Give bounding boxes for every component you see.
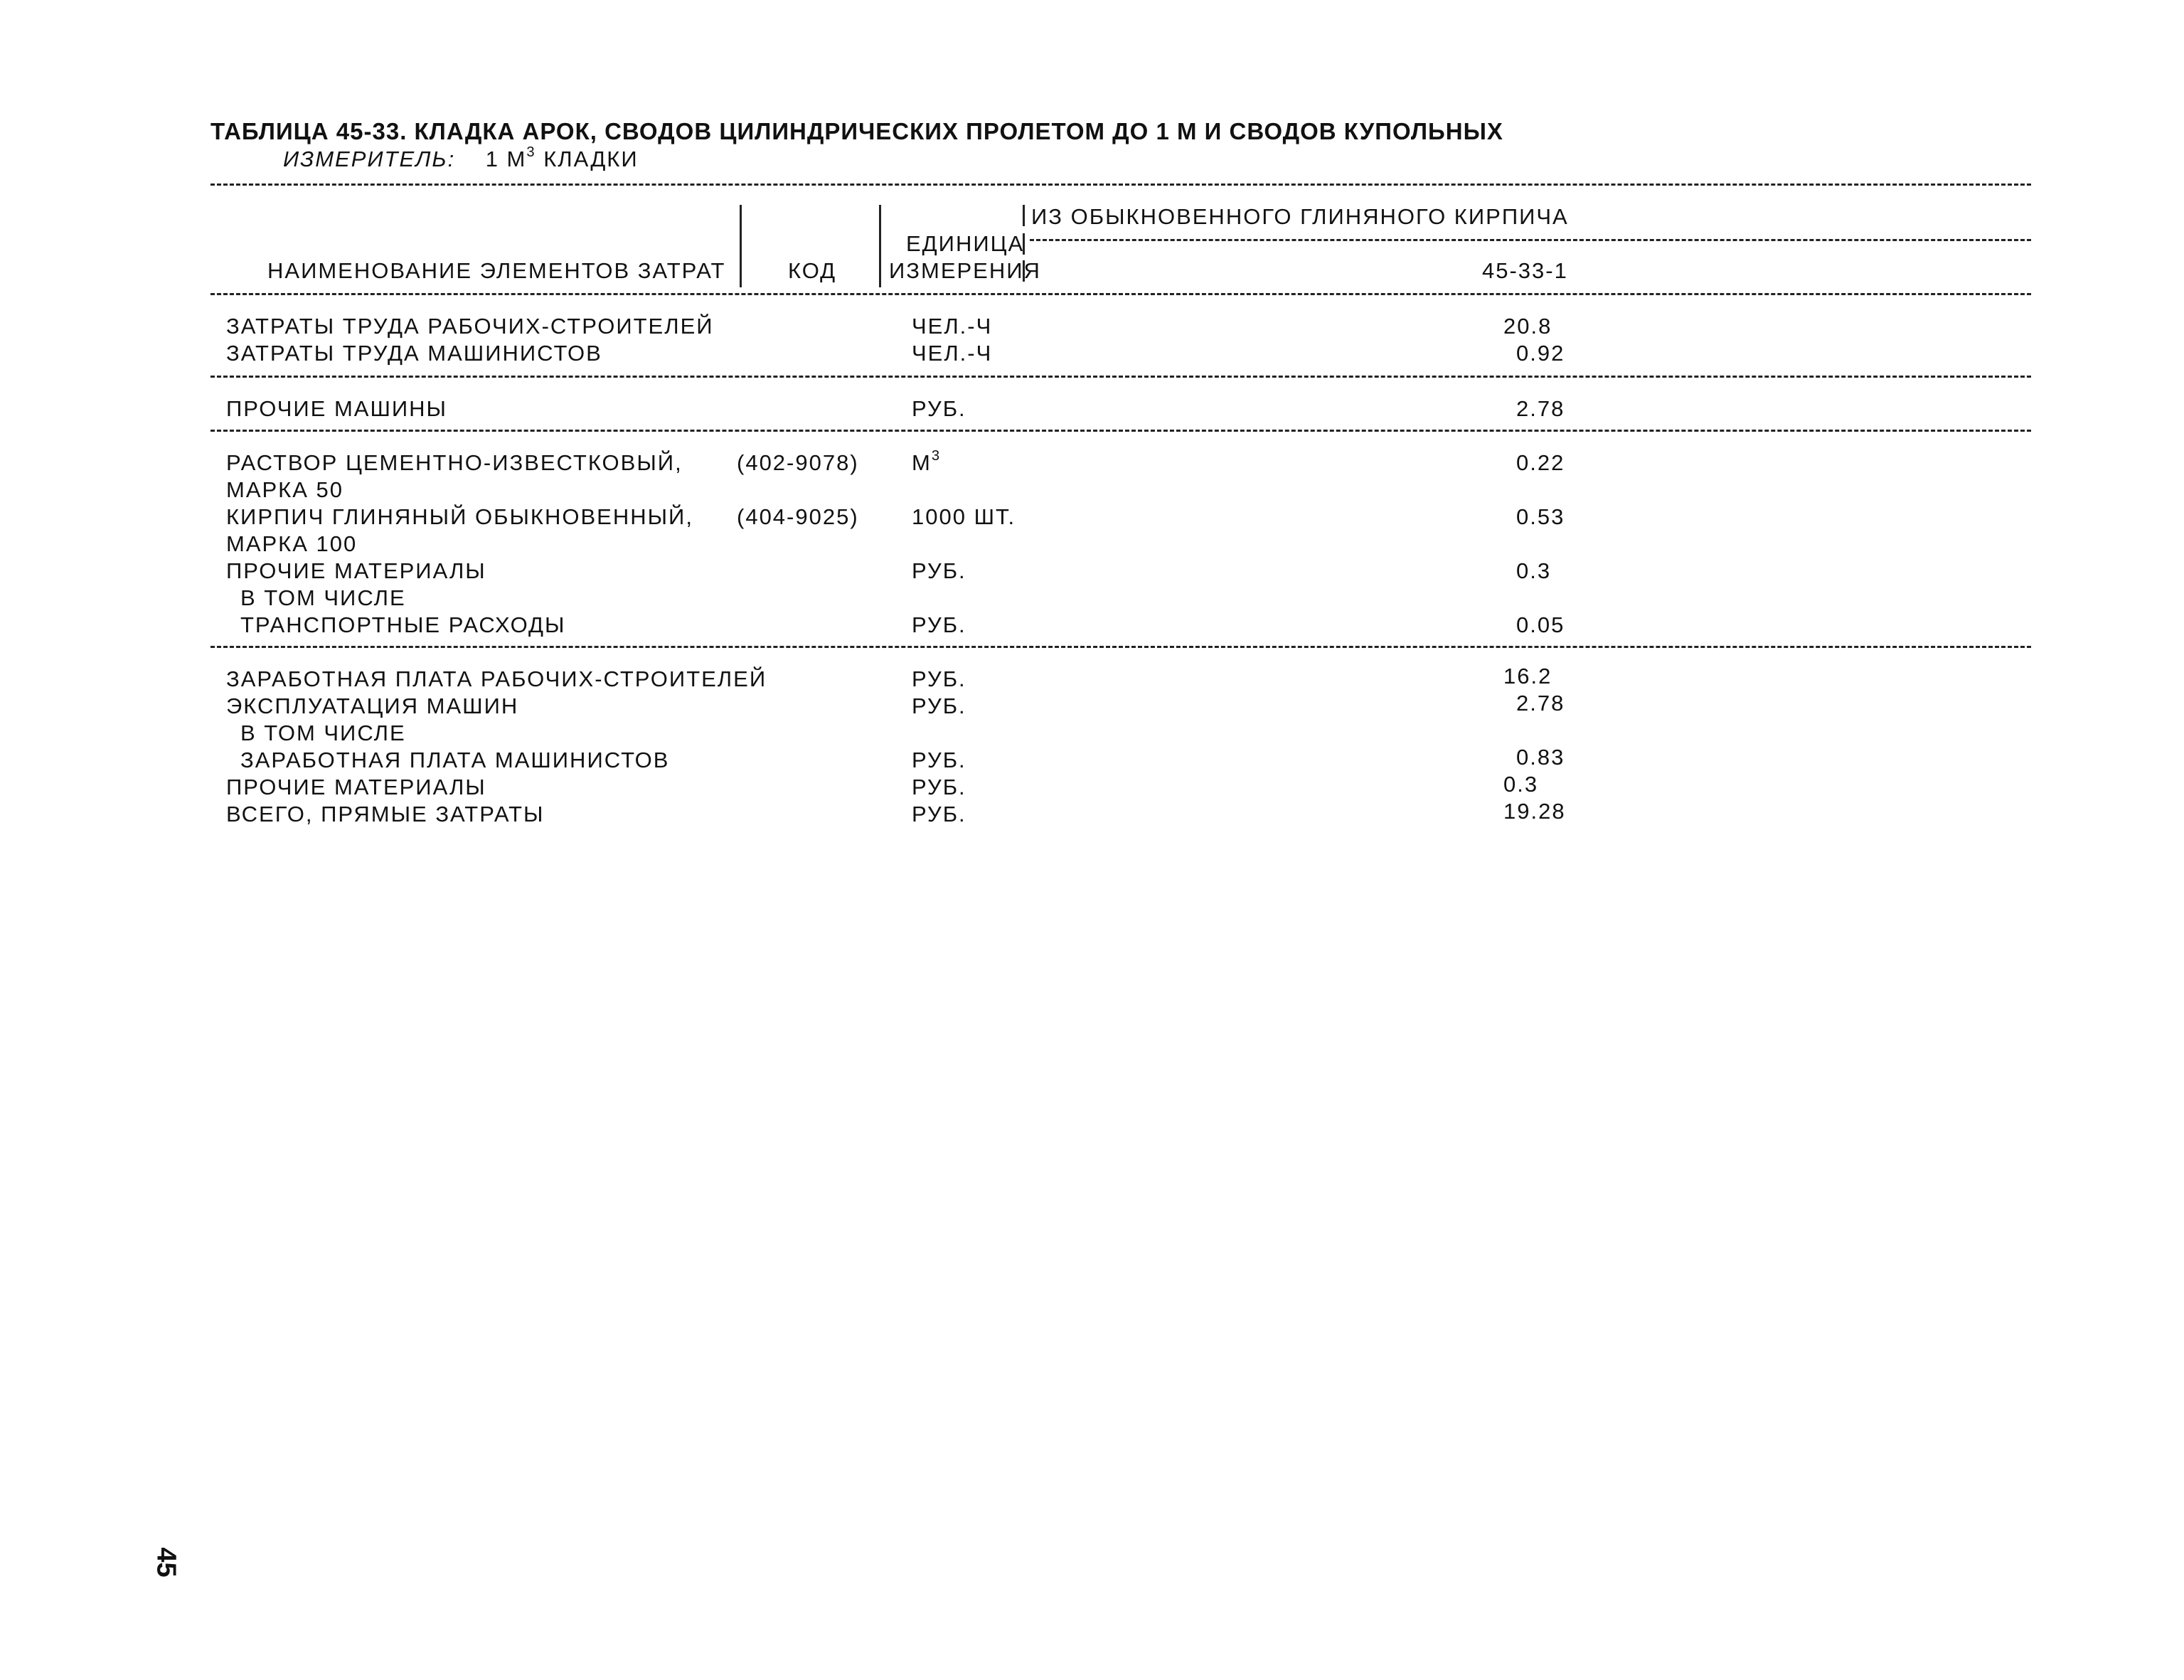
- column-header-variant: 45-33-1: [1482, 258, 1568, 283]
- row-wages-builders-value: 16.2: [1503, 664, 1552, 689]
- header-divider-unit-group-top: [1023, 205, 1025, 226]
- measurement-value: 1 М: [485, 147, 527, 171]
- section-rule-1: [211, 376, 2031, 378]
- row-total-direct-name: ВСЕГО, ПРЯМЫЕ ЗАТРАТЫ: [226, 802, 545, 826]
- row-mortar-unit-exponent: 3: [931, 447, 942, 464]
- row-brick-name: КИРПИЧ ГЛИНЯНЫЙ ОБЫКНОВЕННЫЙ,: [226, 504, 693, 529]
- row-mortar-code: (402-9078): [737, 450, 859, 475]
- row-mortar-name-cont: МАРКА 50: [226, 477, 344, 502]
- row-brick-unit: 1000 ШТ.: [912, 504, 1016, 529]
- row-labor-machinists-value: 0.92: [1516, 341, 1565, 366]
- row-machines-unit: РУБ.: [912, 396, 966, 421]
- row-other-materials-name: ПРОЧИЕ МАТЕРИАЛЫ: [226, 558, 486, 583]
- row-machines-value: 2.78: [1516, 396, 1565, 421]
- row-mortar-value: 0.22: [1516, 450, 1565, 475]
- column-header-unit-line1: ЕДИНИЦА: [906, 231, 1025, 256]
- row-transport-unit: РУБ.: [912, 612, 966, 637]
- measurement-object: КЛАДКИ: [536, 147, 639, 171]
- row-brick-name-cont: МАРКА 100: [226, 531, 358, 556]
- row-wages-builders-unit: РУБ.: [912, 666, 966, 691]
- table-title: ТАБЛИЦА 45-33. КЛАДКА АРОК, СВОДОВ ЦИЛИНДРИЧЕСКИХ ПРОЛЕТОМ ДО 1 М И СВОДОВ КУПОЛЬНЫХ: [211, 118, 1503, 144]
- row-other-materials-total-name: ПРОЧИЕ МАТЕРИАЛЫ: [226, 775, 486, 799]
- row-transport-value: 0.05: [1516, 612, 1565, 637]
- row-other-materials-value: 0.3: [1516, 558, 1552, 583]
- row-including-label: В ТОМ ЧИСЛЕ: [240, 585, 406, 610]
- row-total-direct-unit: РУБ.: [912, 802, 966, 826]
- row-wages-builders-name: ЗАРАБОТНАЯ ПЛАТА РАБОЧИХ-СТРОИТЕЛЕЙ: [226, 666, 767, 691]
- header-top-rule: [211, 184, 2031, 186]
- column-header-code: КОД: [788, 258, 837, 283]
- header-divider-name-code: [740, 205, 742, 287]
- row-mortar-unit: [912, 447, 942, 477]
- row-brick-value: 0.53: [1516, 504, 1565, 529]
- section-rule-2: [211, 430, 2031, 432]
- column-header-group: ИЗ ОБЫКНОВЕННОГО ГЛИНЯНОГО КИРПИЧА: [1031, 204, 1569, 229]
- row-machine-operation-value: 2.78: [1516, 691, 1565, 716]
- column-header-name: НАИМЕНОВАНИЕ ЭЛЕМЕНТОВ ЗАТРАТ: [267, 258, 726, 283]
- row-other-materials-total-unit: РУБ.: [912, 775, 966, 799]
- row-machines-name: ПРОЧИЕ МАШИНЫ: [226, 396, 447, 421]
- row-wages-machinists-name: ЗАРАБОТНАЯ ПЛАТА МАШИНИСТОВ: [240, 748, 670, 772]
- section-rule-3: [211, 646, 2031, 648]
- row-other-materials-total-value: 0.3: [1503, 772, 1539, 797]
- column-header-unit-line2: ИЗМЕРЕНИЯ: [889, 258, 1041, 283]
- group-subheader-rule: [1030, 239, 2031, 241]
- row-labor-builders-name: ЗАТРАТЫ ТРУДА РАБОЧИХ-СТРОИТЕЛЕЙ: [226, 314, 714, 339]
- header-divider-code-unit: [879, 205, 881, 287]
- row-mortar-unit-base: М: [912, 450, 932, 475]
- row-total-direct-value: 19.28: [1503, 799, 1566, 824]
- measurement-label: ИЗМЕРИТЕЛЬ:: [283, 147, 456, 171]
- row-wages-machinists-unit: РУБ.: [912, 748, 966, 772]
- row-including-label-2: В ТОМ ЧИСЛЕ: [240, 721, 406, 745]
- page-number: 45: [151, 1547, 181, 1578]
- measurement-exponent: 3: [526, 144, 536, 160]
- header-bottom-rule: [211, 293, 2031, 295]
- row-brick-code: (404-9025): [737, 504, 859, 529]
- row-machine-operation-name: ЭКСПЛУАТАЦИЯ МАШИН: [226, 693, 519, 718]
- row-labor-builders-value: 20.8: [1503, 314, 1552, 339]
- measurement-unit: [283, 144, 639, 172]
- row-wages-machinists-value: 0.83: [1516, 745, 1565, 770]
- row-labor-machinists-unit: ЧЕЛ.-Ч: [912, 341, 993, 366]
- row-other-materials-unit: РУБ.: [912, 558, 966, 583]
- row-labor-builders-unit: ЧЕЛ.-Ч: [912, 314, 993, 339]
- row-transport-name: ТРАНСПОРТНЫЕ РАСХОДЫ: [240, 612, 566, 637]
- row-mortar-name: РАСТВОР ЦЕМЕНТНО-ИЗВЕСТКОВЫЙ,: [226, 450, 683, 475]
- row-machine-operation-unit: РУБ.: [912, 693, 966, 718]
- row-labor-machinists-name: ЗАТРАТЫ ТРУДА МАШИНИСТОВ: [226, 341, 602, 366]
